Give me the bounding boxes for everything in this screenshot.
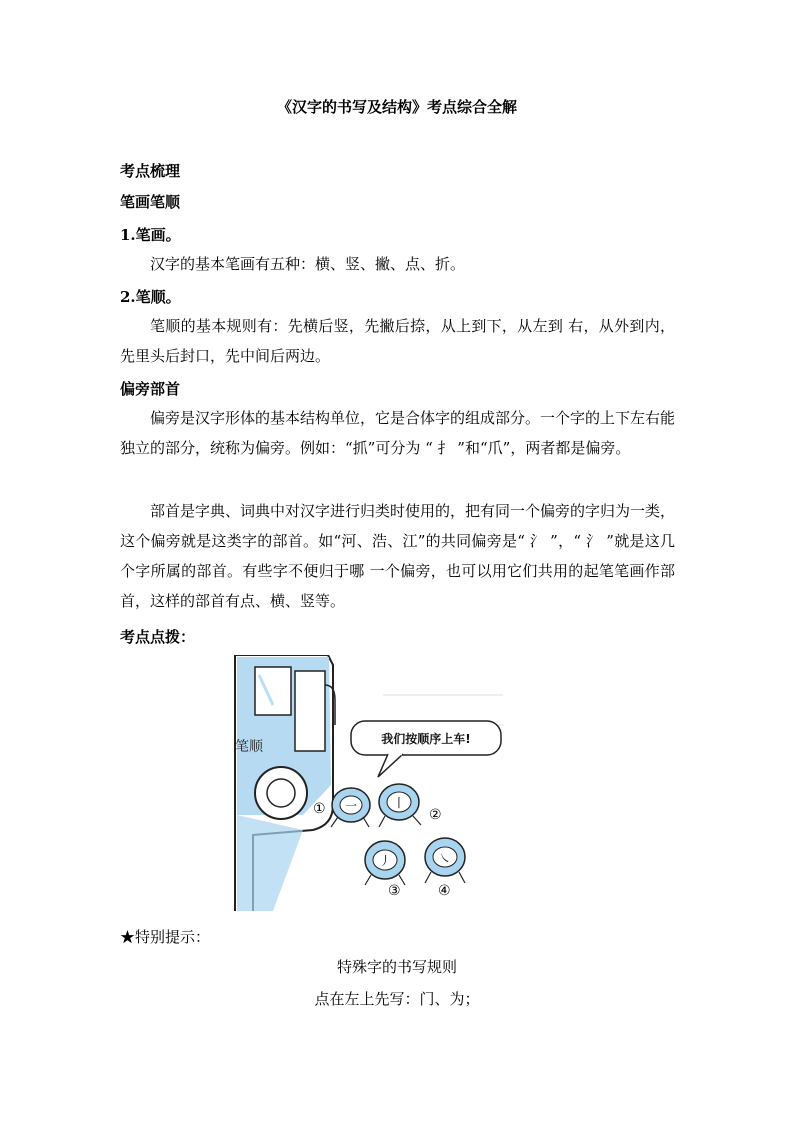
bus-label: 笔顺 [235,739,263,755]
stroke-glyph-2: 丨 [392,796,406,810]
stroke-glyph-1: 一 [344,799,358,813]
paragraph-radical: 偏旁是汉字形体的基本结构单位，它是合体字的组成部分。一个字的上下左右能独立的部分，统称为偏旁。例如：“抓”可分为 “ 扌 ”和“爪”，两者都是偏旁。 [120,409,676,457]
stroke-num-4: ④ [438,883,451,899]
item-order-text: 笔顺的基本规则有：先横后竖，先撇后捺，从上到下，从左到 右，从外到内，先里头后封口，先中间后两边。 [120,317,675,365]
stroke-num-3: ③ [388,883,401,899]
stroke-glyph-4: ㇏ [438,851,452,865]
subheading-radicals: 偏旁部首 [120,380,181,398]
stroke-num-2: ② [429,807,442,823]
stroke-num-1: ① [313,801,326,817]
special-tip: ★特别提示： [120,928,211,946]
rule-title: 特殊字的书写规则 [336,958,457,976]
item-order-heading: 2.笔顺。 [120,288,181,306]
speech-text: 我们按顺序上车! [381,732,471,746]
item-strokes-text: 汉字的基本笔画有五种：横、竖、撇、点、折。 [150,255,466,273]
illustration-svg [233,655,515,911]
stroke-glyph-3: 丿 [378,854,392,868]
item-strokes-heading: 1.笔画。 [120,226,181,244]
paragraph-bushou: 部首是字典、词典中对汉字进行归类时使用的，把有同一个偏旁的字归为一类，这个偏旁就是这类字的部首。如“河、浩、江”的共同偏旁是“ 氵 ”，“ 氵 ”就是这几个字所属的部首。有些字不便归于哪 一个偏旁，也可以用它们共用的起笔笔画作部首，这样的部首有点、横、竖等。 [120,502,676,610]
rule-line-1: 点在左上先写：门、为； [314,990,480,1008]
section-heading-review: 考点梳理 [120,162,181,180]
document-title: 《汉字的书写及结构》考点综合全解 [276,98,517,116]
subheading-strokes: 笔画笔顺 [120,193,181,211]
stroke-order-illustration [233,655,515,911]
section-heading-tips: 考点点拨： [120,628,196,646]
